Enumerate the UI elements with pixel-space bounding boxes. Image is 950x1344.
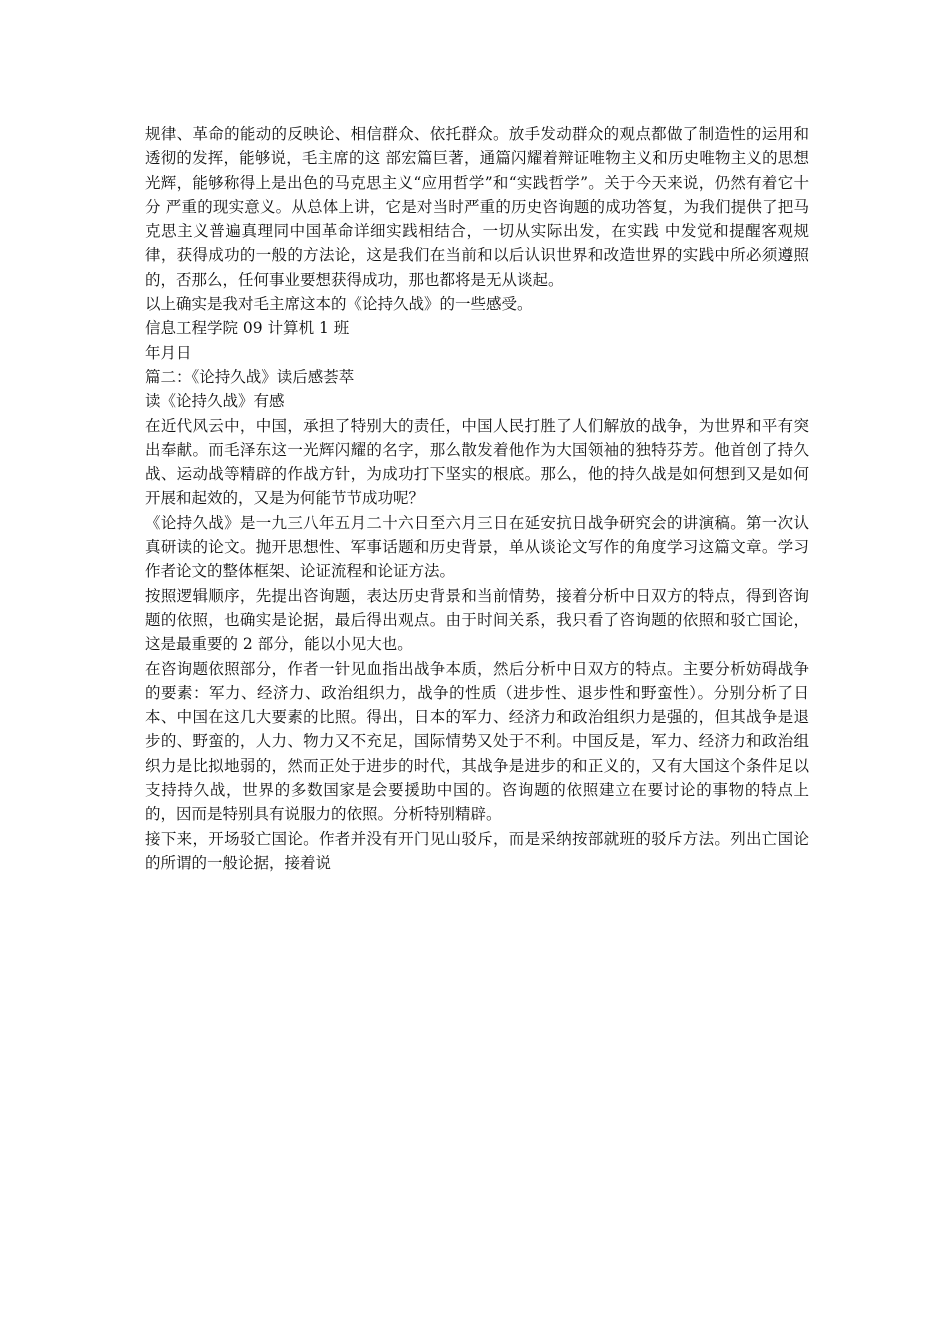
paragraph-7: 在近代风云中，中国，承担了特别大的责任，中国人民打胜了人们解放的战争，为世界和平有突出奉献。而毛泽东这一光辉闪耀的名字，那么散发着他作为大国领袖的独特芬芳。他首创了持久战、运动战等精辟的作战方针，为成功打下坚实的根底。那么，他的持久战是如何想到又是如何开展和起效的，又是为何能节节成功呢？ [145,416,809,508]
paragraph-9: 按照逻辑顺序，先提出咨询题，表达历史背景和当前情势，接着分析中日双方的特点，得到咨询题的依照，也确实是论据，最后得出观点。由于时间关系，我只看了咨询题的依照和驳亡国论，这是最重要的 2 部分，能以小见大也。 [145,586,809,654]
document-body [145,122,809,875]
paragraph-4: 年月日 [145,343,192,362]
paragraph-8: 《论持久战》是一九三八年五月二十六日至六月三日在延安抗日战争研究会的讲演稿。第一次认真研读的论文。抛开思想性、军事话题和历史背景，单从谈论文写作的角度学习这篇文章。学习作者论文的整体框架、论证流程和论证方法。 [145,513,809,581]
essay-title: 读《论持久战》有感 [145,392,285,411]
section-heading: 篇二：《论持久战》读后感荟萃 [145,367,355,386]
paragraph-11: 接下来，开场驳亡国论。作者并没有开门见山驳斥，而是采纳按部就班的驳斥方法。列出亡国论的所谓的一般论据，接着说 [145,829,809,872]
paragraph-10: 在咨询题依照部分，作者一针见血指出战争本质，然后分析中日双方的特点。主要分析妨碍战争的要素：军力、经济力、政治组织力，战争的性质（进步性、退步性和野蛮性）。分别分析了日本、中国在这几大要素的比照。得出，日本的军力、经济力和政治组织力是强的，但其战争是退步的、野蛮的，人力、物力又不充足，国际情势又处于不利。中国反是，军力、经济力和政治组织力是比拟地弱的，然而正处于进步的时代，其战争是进步的和正义的，又有大国这个条件足以支持持久战，世界的多数国家是会要援助中国的。咨询题的依照建立在要讨论的事物的特点上的，因而是特别具有说服力的依照。分析特别精辟。 [145,659,809,824]
paragraph-2: 以上确实是我对毛主席这本的《论持久战》的一些感受。 [145,295,533,314]
paragraph-1: 规律、革命的能动的反映论、相信群众、依托群众。放手发动群众的观点都做了制造性的运用和透彻的发挥，能够说，毛主席的这 部宏篇巨著，通篇闪耀着辩证唯物主义和历史唯物主义的思想光辉，能够称得上是出色的马克思主义“应用哲学”和“实践哲学”。关于今天来说，仍然有着它十分 严重的现实意义。从总体上讲，它是对当时严重的历史咨询题的成功答复，为我们提供了把马克思主义普遍真理同中国革命详细实践相结合，一切从实际出发，在实践 中发觉和提醒客观规律，获得成功的一般的方法论，这是我们在当前和以后认识世界和改造世界的实践中所必须遵照的，否那么，任何事业要想获得成功，那也都将是无从谈起。 [145,125,809,289]
paragraph-3: 信息工程学院 09 计算机 1 班 [145,319,350,338]
